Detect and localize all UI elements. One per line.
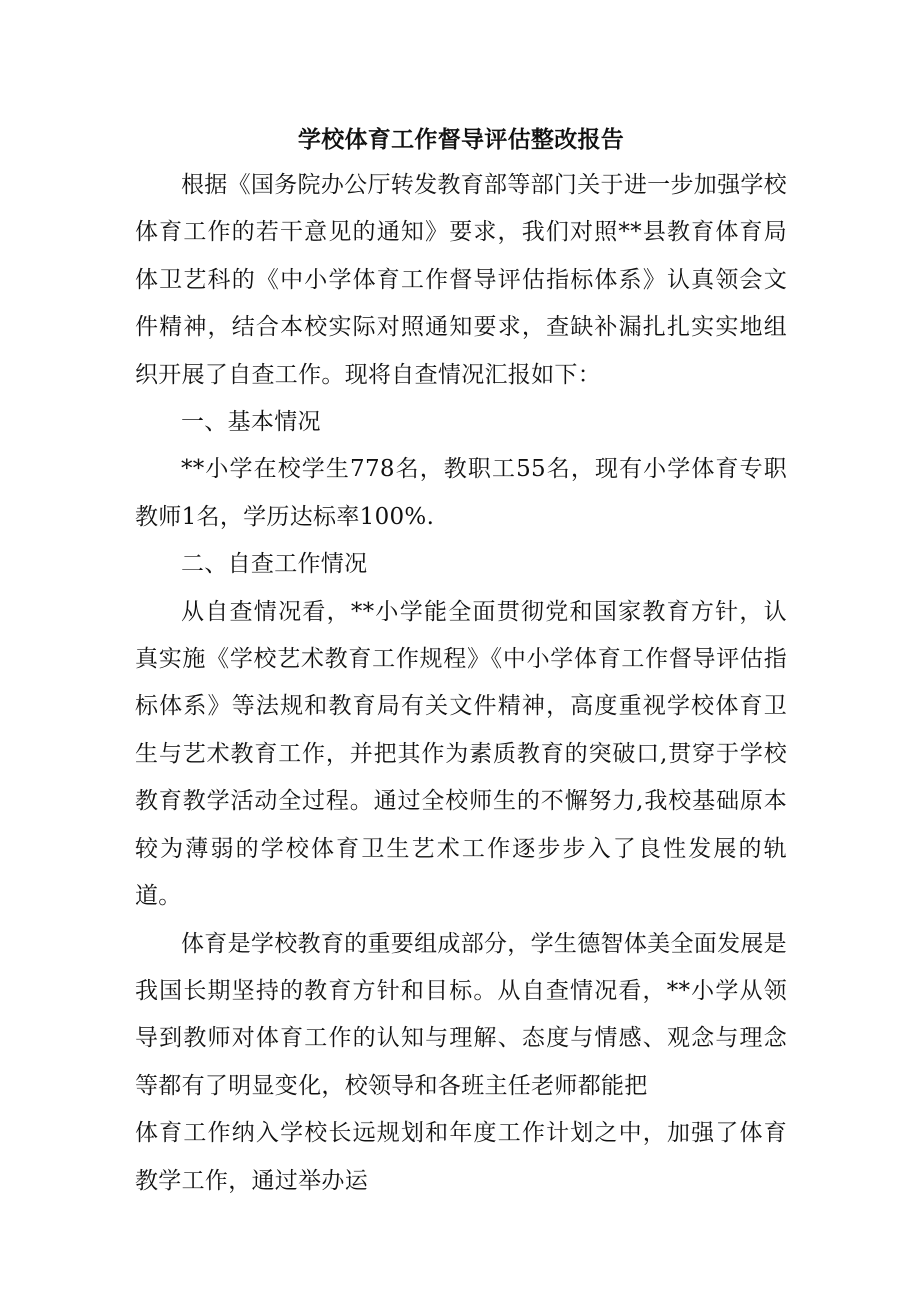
paragraph-continuation: 体育工作纳入学校长远规划和年度工作计划之中，加强了体育教学工作，通过举办运 xyxy=(135,1120,787,1194)
document-body xyxy=(135,122,787,1205)
paragraph-self-check: 从自查情况看，**小学能全面贯彻党和国家教育方针，认真实施《学校艺术教育工作规程》《中小学体育工作督导评估指标体系》等法规和教育局有关文件精神，高度重视学校体育卫生与艺术教育工作，并把其作为素质教育的突破口,贯穿于学校教育教学活动全过程。通过全校师生的不懈努力,我校基础原本较为薄弱的学校体育卫生艺术工作逐步步入了良性发展的轨道。 xyxy=(135,598,787,910)
paragraph-basic-situation: **小学在校学生778名，教职工55名，现有小学体育专职教师1名，学历达标率100%. xyxy=(135,456,787,530)
paragraph-intro: 根据《国务院办公厅转发教育部等部门关于进一步加强学校体育工作的若干意见的通知》要求，我们对照**县教育体育局体卫艺科的《中小学体育工作督导评估指标体系》认真领会文件精神，结合本校实际对照通知要求，查缺补漏扎扎实实地组织开展了自查工作。现将自查情况汇报如下： xyxy=(135,172,787,388)
heading-basic-situation: 一、基本情况 xyxy=(181,409,321,436)
document-title: 学校体育工作督导评估整改报告 xyxy=(297,126,625,153)
paragraph-physical-education: 体育是学校教育的重要组成部分，学生德智体美全面发展是我国长期坚持的教育方针和目标。从自查情况看，**小学从领导到教师对体育工作的认知与理解、态度与情感、观念与理念等都有了明显变化，校领导和各班主任老师都能把 xyxy=(135,930,787,1099)
heading-self-check: 二、自查工作情况 xyxy=(181,551,368,578)
